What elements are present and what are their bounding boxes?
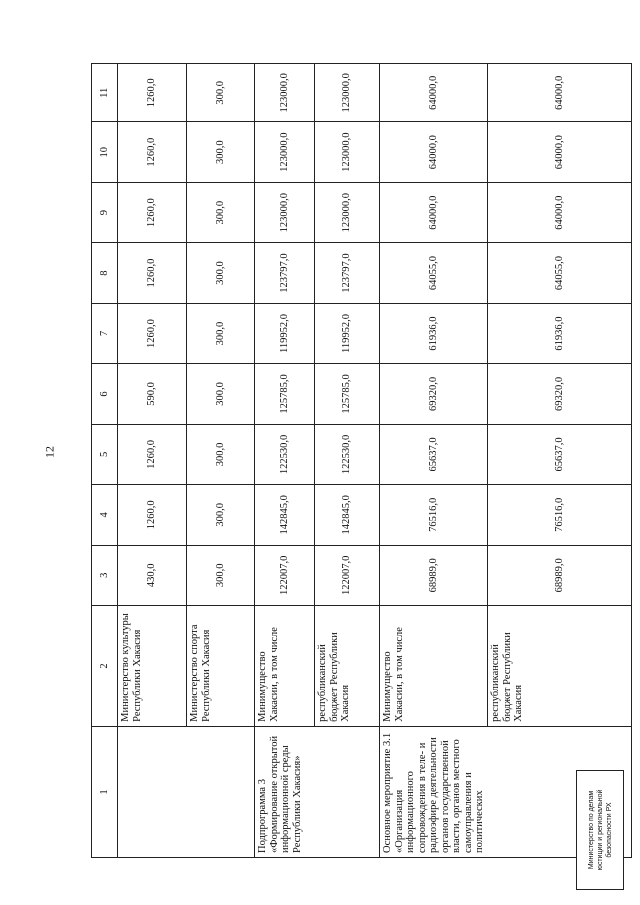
- header-cell: 6: [92, 364, 118, 424]
- value-cell: 142845,0: [255, 485, 315, 545]
- value-cell: 123000,0: [255, 122, 315, 182]
- table-row: [315, 64, 380, 858]
- value-cell: 123000,0: [255, 182, 315, 242]
- value-cell: 64000,0: [488, 122, 632, 182]
- value-cell: 300,0: [187, 122, 255, 182]
- value-cell: 300,0: [187, 485, 255, 545]
- value-cell: 76516,0: [488, 485, 632, 545]
- program-cell: [187, 726, 255, 857]
- value-cell: 64055,0: [380, 243, 488, 303]
- header-cell: 10: [92, 122, 118, 182]
- value-cell: 1260,0: [118, 485, 187, 545]
- table-row: [255, 64, 315, 858]
- header-cell: 11: [92, 64, 118, 122]
- header-cell: 8: [92, 243, 118, 303]
- value-cell: 300,0: [187, 303, 255, 363]
- table-row: [187, 64, 255, 858]
- value-cell: 122530,0: [255, 424, 315, 484]
- program-cell: Основное мероприятие 3.1 «Организация информационного сопровождения в теле- и радиоэфире деятельности органов государственной власти, органов местного самоуправления и политических: [380, 726, 488, 857]
- value-cell: 64000,0: [380, 122, 488, 182]
- value-cell: 123000,0: [315, 122, 380, 182]
- value-cell: 65637,0: [380, 424, 488, 484]
- header-row: [92, 64, 118, 858]
- executor-cell: Минимущество Хакасии, в том числе: [255, 605, 315, 726]
- value-cell: 1260,0: [118, 182, 187, 242]
- header-cell: 1: [92, 726, 118, 857]
- executor-cell: Министерство культуры Республики Хакасия: [118, 605, 187, 726]
- value-cell: 123797,0: [255, 243, 315, 303]
- value-cell: 125785,0: [315, 364, 380, 424]
- table-row: [488, 64, 632, 858]
- header-cell: 5: [92, 424, 118, 484]
- value-cell: 76516,0: [380, 485, 488, 545]
- value-cell: 65637,0: [488, 424, 632, 484]
- value-cell: 122530,0: [315, 424, 380, 484]
- value-cell: 300,0: [187, 424, 255, 484]
- value-cell: 123000,0: [255, 64, 315, 122]
- value-cell: 68989,0: [380, 545, 488, 605]
- value-cell: 142845,0: [315, 485, 380, 545]
- value-cell: 64000,0: [488, 64, 632, 122]
- value-cell: 69320,0: [488, 364, 632, 424]
- value-cell: 590,0: [118, 364, 187, 424]
- value-cell: 1260,0: [118, 243, 187, 303]
- executor-cell: республиканский бюджет Республики Хакасия: [315, 605, 380, 726]
- value-cell: 123000,0: [315, 64, 380, 122]
- value-cell: 64000,0: [380, 182, 488, 242]
- page-number: 12: [42, 446, 57, 458]
- value-cell: 119952,0: [255, 303, 315, 363]
- value-cell: 64055,0: [488, 243, 632, 303]
- value-cell: 123000,0: [315, 182, 380, 242]
- value-cell: 61936,0: [380, 303, 488, 363]
- header-cell: 2: [92, 605, 118, 726]
- stamp-line: Министерство по делам: [588, 790, 595, 870]
- header-cell: 3: [92, 545, 118, 605]
- value-cell: 300,0: [187, 364, 255, 424]
- value-cell: 64000,0: [380, 64, 488, 122]
- program-cell: Подпрограмма 3 «Формирование открытой информационной среды Республики Хакасия»: [255, 726, 315, 857]
- header-cell: 7: [92, 303, 118, 363]
- value-cell: 122007,0: [315, 545, 380, 605]
- program-cell: [315, 726, 380, 857]
- value-cell: 122007,0: [255, 545, 315, 605]
- value-cell: 300,0: [187, 545, 255, 605]
- executor-cell: республиканский бюджет Республики Хакасия: [488, 605, 632, 726]
- value-cell: 64000,0: [488, 182, 632, 242]
- value-cell: 1260,0: [118, 303, 187, 363]
- header-cell: 4: [92, 485, 118, 545]
- executor-cell: Минимущество Хакасии, в том числе: [380, 605, 488, 726]
- value-cell: 1260,0: [118, 424, 187, 484]
- value-cell: 1260,0: [118, 64, 187, 122]
- stamp-line: юстиции и региональной: [597, 789, 604, 871]
- table-row: [118, 64, 187, 858]
- value-cell: 123797,0: [315, 243, 380, 303]
- table-row: [380, 64, 488, 858]
- value-cell: 69320,0: [380, 364, 488, 424]
- value-cell: 300,0: [187, 243, 255, 303]
- budget-table-rotated: [91, 63, 584, 858]
- value-cell: 68989,0: [488, 545, 632, 605]
- value-cell: 300,0: [187, 64, 255, 122]
- program-cell: [118, 726, 187, 857]
- value-cell: 1260,0: [118, 122, 187, 182]
- stamp-line: безопасности РХ: [606, 802, 613, 858]
- value-cell: 430,0: [118, 545, 187, 605]
- value-cell: 61936,0: [488, 303, 632, 363]
- executor-cell: Министерство спорта Республики Хакасия: [187, 605, 255, 726]
- budget-table: [91, 63, 632, 858]
- value-cell: 300,0: [187, 182, 255, 242]
- header-cell: 9: [92, 182, 118, 242]
- value-cell: 119952,0: [315, 303, 380, 363]
- registration-stamp: [576, 770, 624, 890]
- stamp-text: [577, 771, 623, 889]
- value-cell: 125785,0: [255, 364, 315, 424]
